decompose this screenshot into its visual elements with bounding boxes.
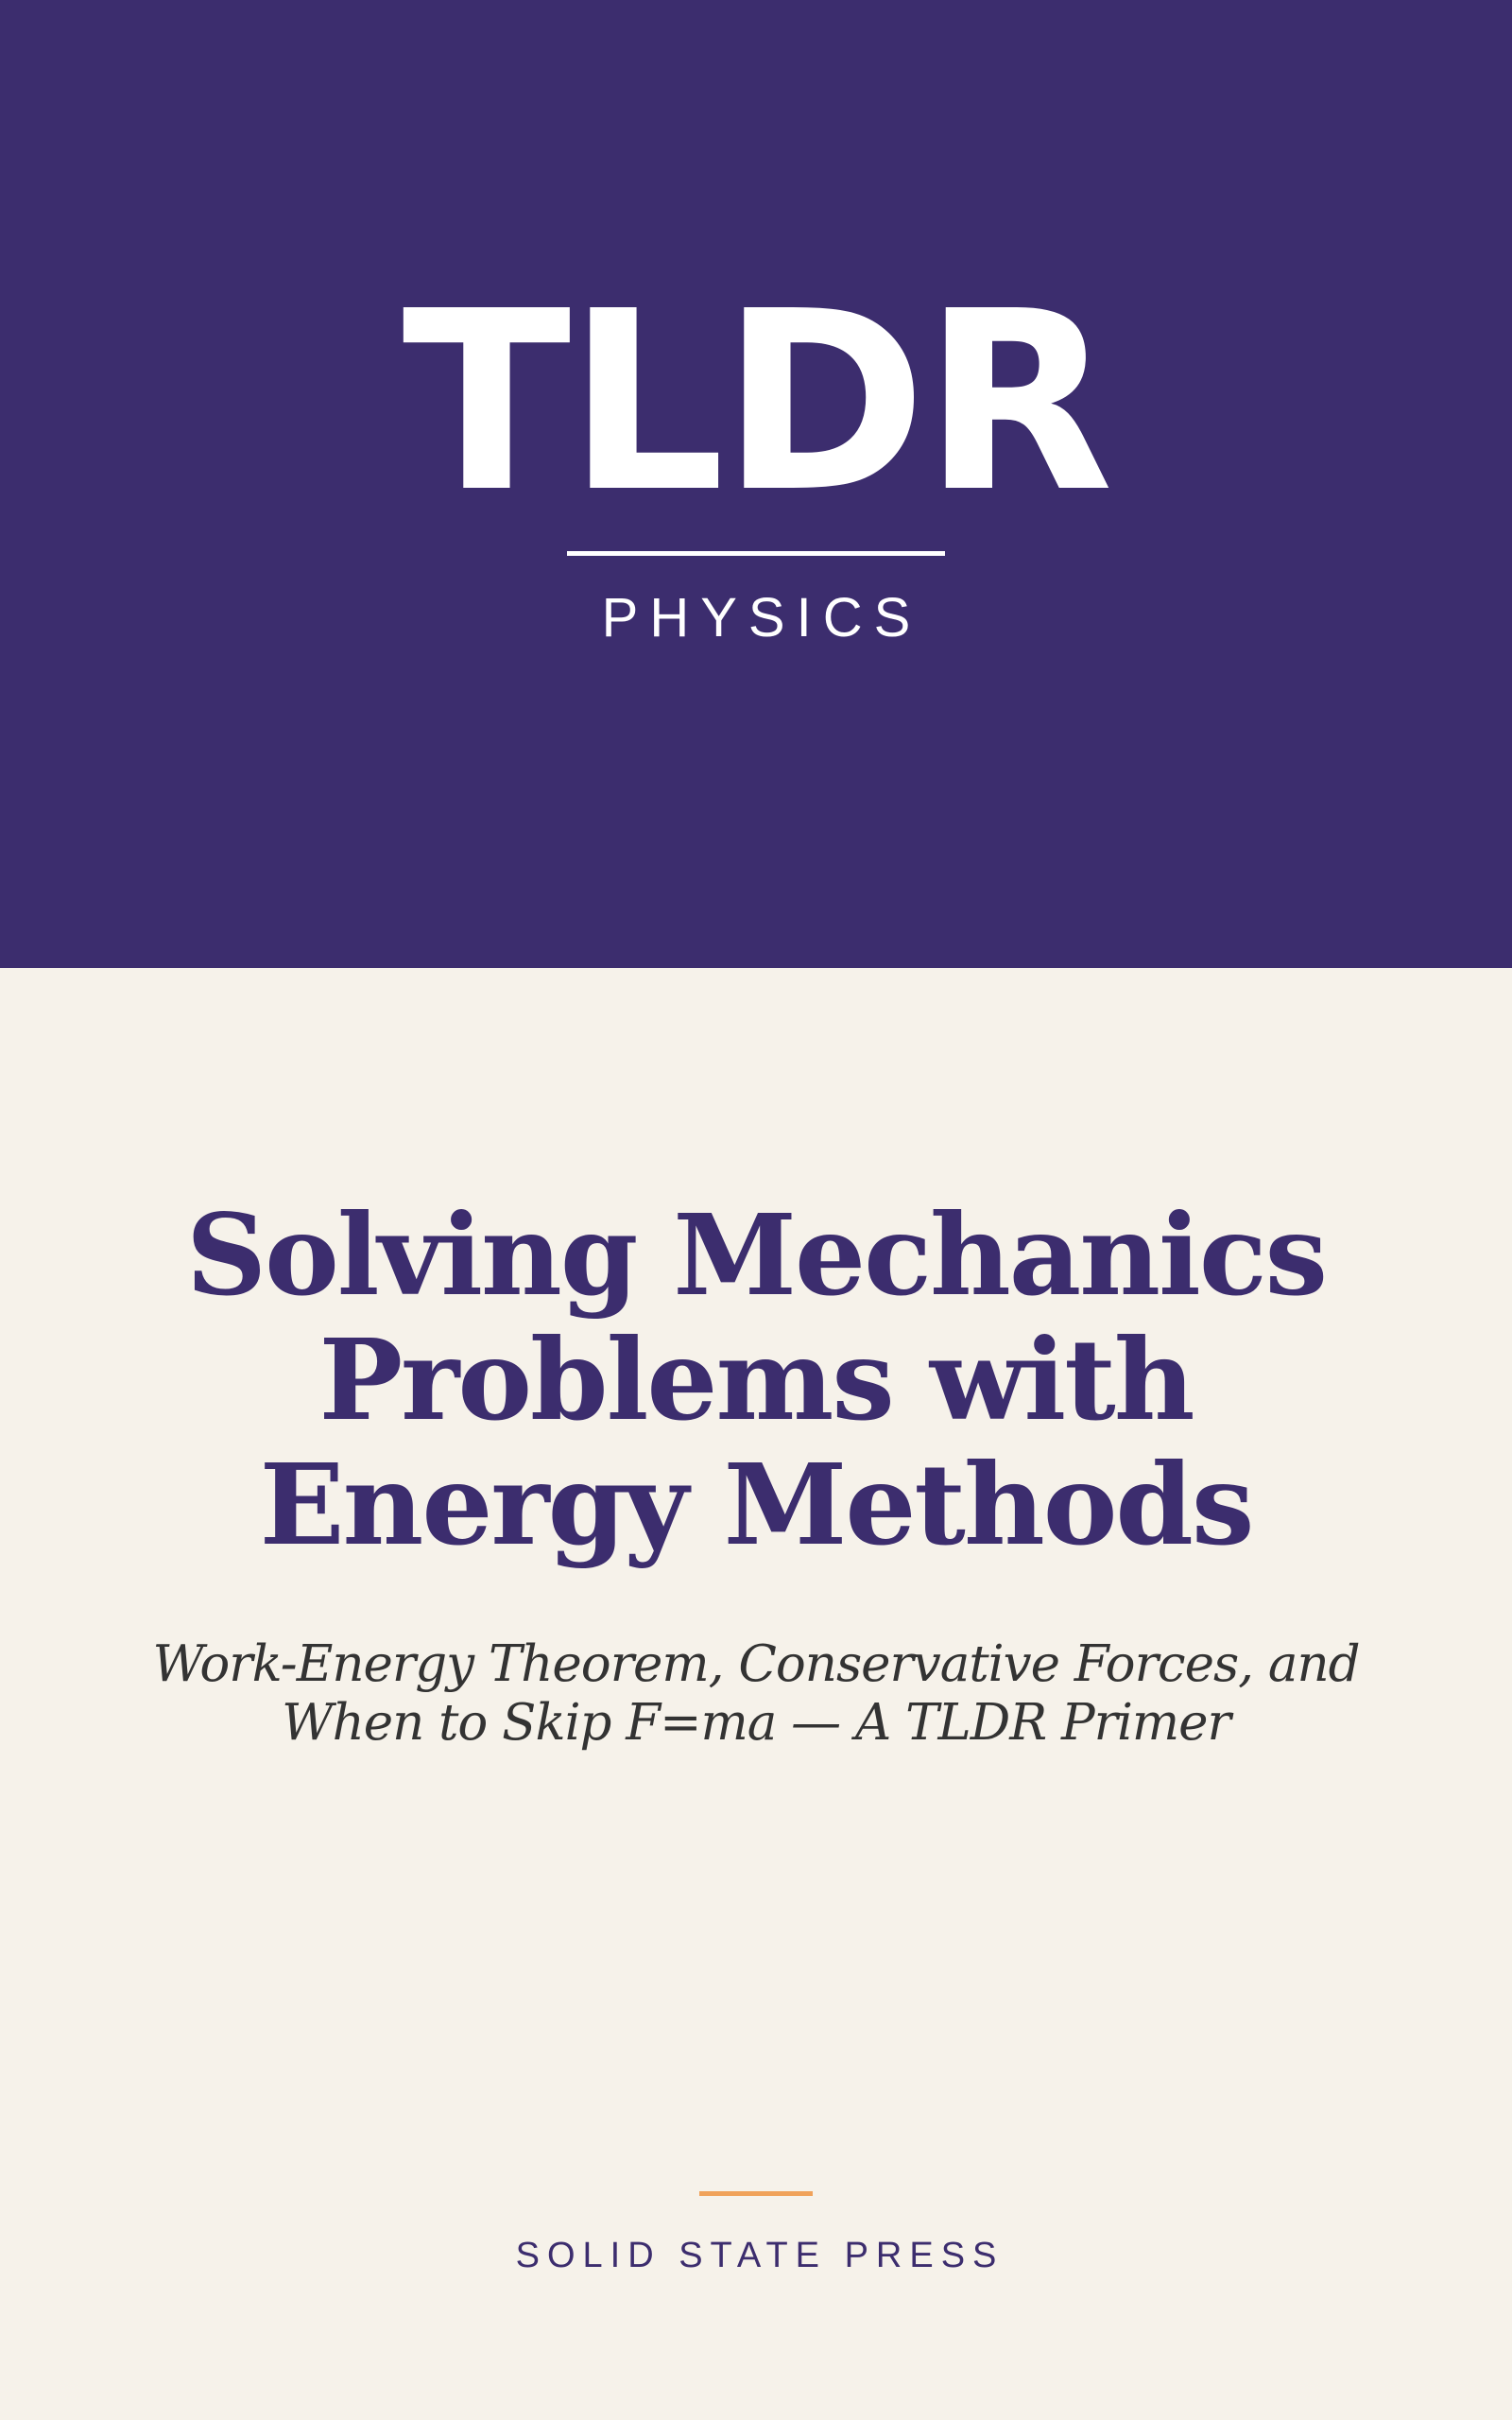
- series-label: PHYSICS: [601, 587, 922, 648]
- book-title: Solving Mechanics Problems with Energy Methods: [185, 1189, 1327, 1570]
- brand-divider: [567, 551, 945, 556]
- cover-header-band: [0, 0, 1512, 968]
- accent-divider: [699, 2191, 813, 2196]
- brand-wordmark: TLDR: [402, 258, 1110, 546]
- book-subtitle: Work-Energy Theorem, Conservative Forces, and When to Skip F=ma — A TLDR Primer: [152, 1635, 1360, 1752]
- publisher-name: SOLID STATE PRESS: [515, 2236, 1005, 2275]
